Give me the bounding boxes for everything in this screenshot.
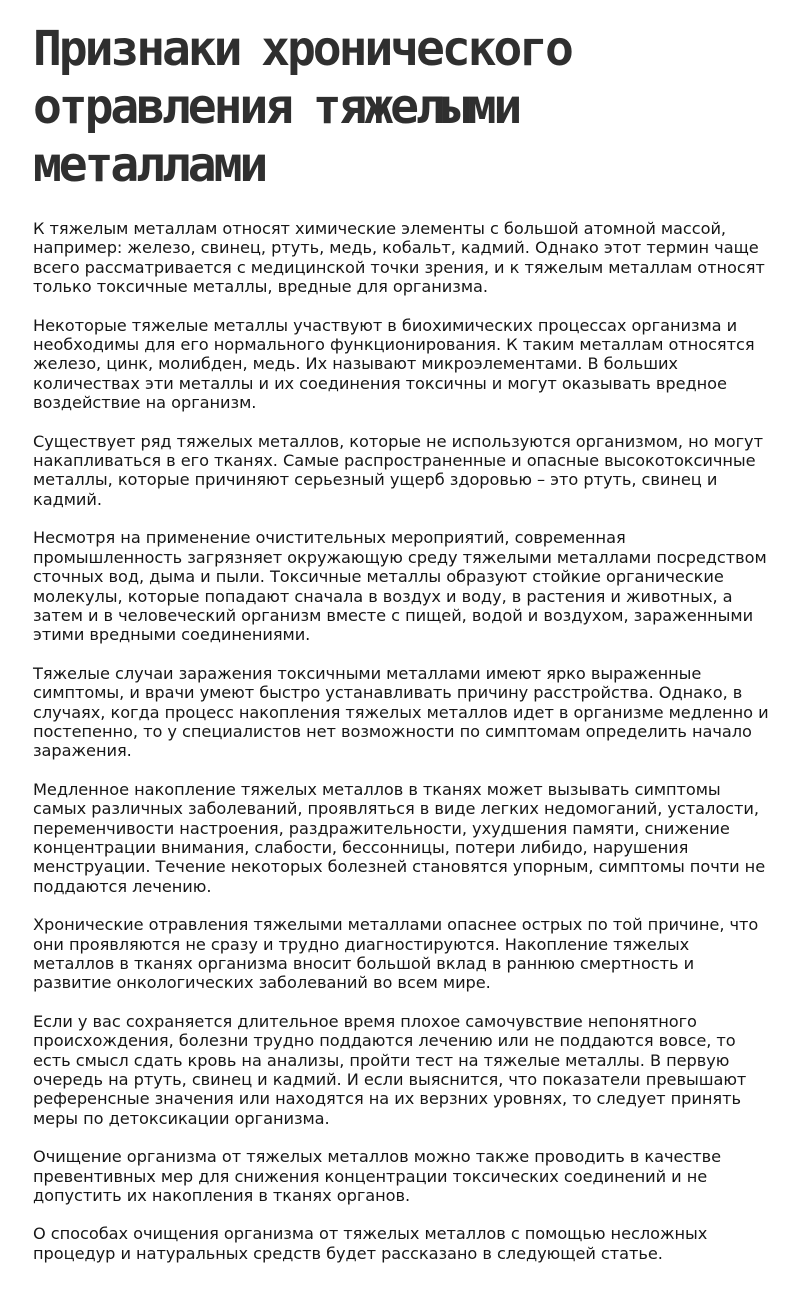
article-paragraph: Если у вас сохраняется длительное время плохое самочувствие непонятного происхождения, болезни трудно поддаются лечению или не поддаются вовсе, то есть смысл сдать кровь на анализы, пройти тест на тяжелые металлы. В первую очередь на ртуть, свинец и кадмий. И если выяснится, что показатели превышают референсные значения или находятся на их верзних уровнях, то следует принять меры по детоксикации организма. xyxy=(33,1011,747,1128)
article-paragraph: Существует ряд тяжелых металлов, которые не используются организмом, но могут накапливаться в его тканях. Самые распространенные и опасные высокотоксичные металлы, которые причиняют серьезный ущерб здоровью – это ртуть, свинец и кадмий. xyxy=(33,431,763,509)
article-paragraph: О способах очищения организма от тяжелых металлов с помощью несложных процедур и натуральных средств будет рассказано в следующей статье. xyxy=(33,1224,708,1263)
article-paragraph: К тяжелым металлам относят химические элементы с большой атомной массой, например: железо, свинец, ртуть, медь, кобальт, кадмий. Однако этот термин чаще всего рассматривается с медицинской точки зрения, и к тяжелым металлам относят только токсичные металлы, вредные для организма. xyxy=(33,219,765,297)
article xyxy=(33,20,773,1263)
article-title: Признаки хронического отравления тяжелыми металлами xyxy=(33,21,571,193)
article-paragraph: Тяжелые случаи заражения токсичными металлами имеют ярко выраженные симптомы, и врачи умеют быстро устанавливать причину расстройства. Однако, в случаях, когда процесс накопления тяжелых металлов идет в организме медленно и постепенно, то у специалистов нет возможности по симптомам определить начало заражения. xyxy=(33,663,769,761)
article-paragraph: Некоторые тяжелые металлы участвуют в биохимических процессах организма и необходимы для его нормального функционирования. К таким металлам относятся железо, цинк, молибден, медь. Их называют микроэлементами. В больших количествах эти металлы и их соединения токсичны и могут оказывать вредное воздействие на организм. xyxy=(33,315,755,413)
article-paragraph: Медленное накопление тяжелых металлов в тканях может вызывать симптомы самых различных заболеваний, проявляться в виде легких недомоганий, усталости, переменчивости настроения, раздражительности, ухудшения памяти, снижение концентрации внимания, слабости, бессонницы, потери либидо, нарушения менструации. Течение некоторых болезней становятся упорным, симптомы почти не поддаются лечению. xyxy=(33,779,766,896)
article-paragraph: Очищение организма от тяжелых металлов можно также проводить в качестве превентивных мер для снижения концентрации токсических соединений и не допустить их накопления в тканях органов. xyxy=(33,1147,722,1206)
article-paragraph: Несмотря на применение очистительных мероприятий, современная промышленность загрязняет окружающую среду тяжелыми металлами посредством сточных вод, дыма и пыли. Токсичные металлы образуют стойкие органические молекулы, которые попадают сначала в воздух и воду, в растения и животных, а затем и в человеческий организм вместе с пищей, водой и воздухом, зараженными этими вредными соединениями. xyxy=(33,528,767,645)
article-paragraph: Хронические отравления тяжелыми металлами опаснее острых по той причине, что они проявляются не сразу и трудно диагностируются. Накопление тяжелых металлов в тканях организма вносит большой вклад в раннюю смертность и развитие онкологических заболеваний во всем мире. xyxy=(33,915,759,993)
